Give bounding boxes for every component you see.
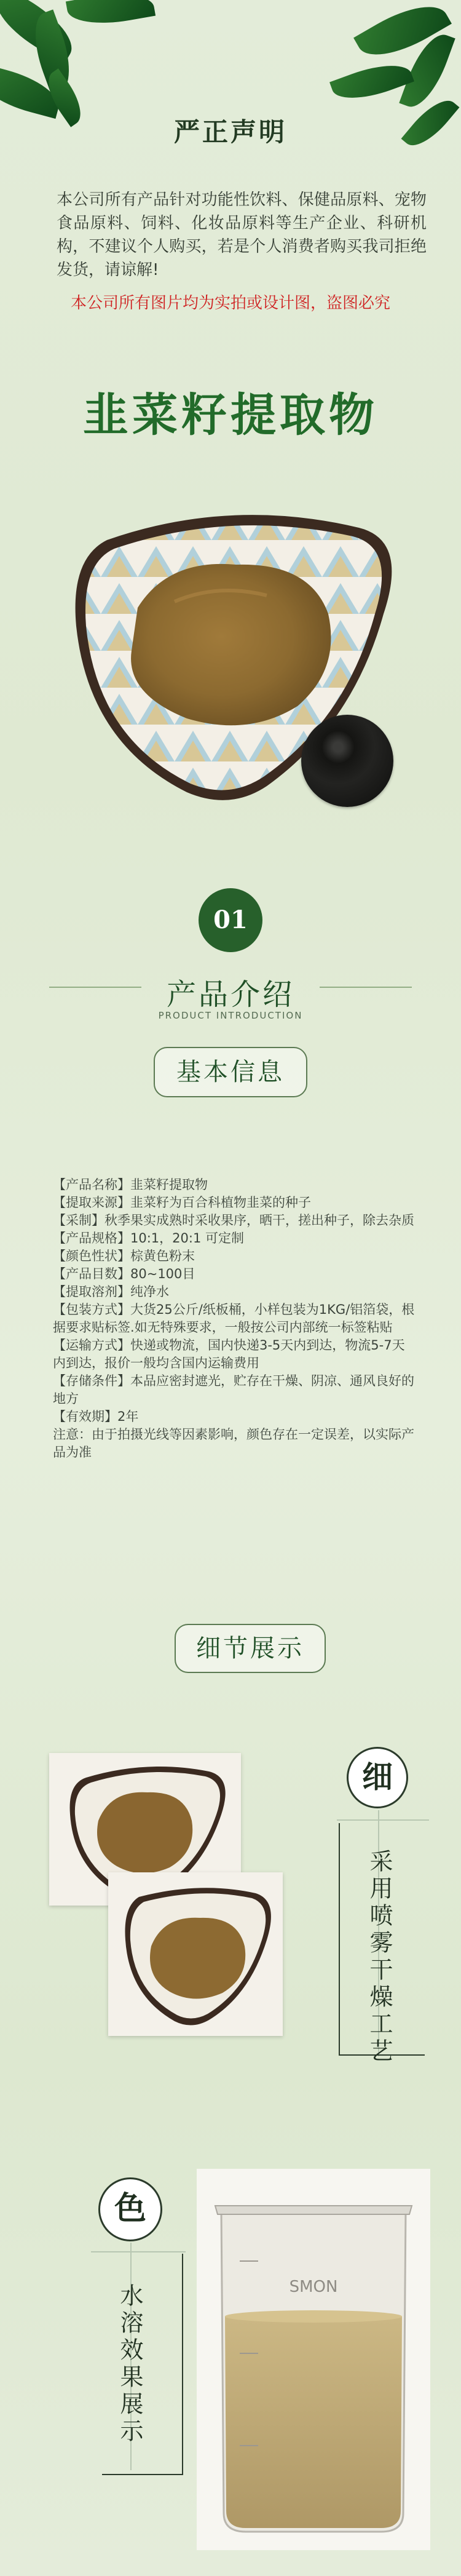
detail-caption-solubility: 水溶效果展示 — [116, 2283, 143, 2446]
info-row: 【提取溶剂】纯净水 — [53, 1284, 169, 1299]
info-row: 【产品规格】10:1，20:1 可定制 — [53, 1231, 244, 1246]
section-title: 产品介绍 — [166, 977, 294, 1012]
detail-photo-2 — [108, 1872, 283, 2036]
info-row: 注意：由于拍摄光线等因素影响，颜色存在一定误差，以实际产品为准 — [53, 1427, 414, 1460]
declaration-copyright-note: 本公司所有图片均为实拍或设计图，盗图必究 — [70, 294, 390, 312]
product-title: 韭菜籽提取物 — [83, 389, 378, 442]
info-row: 【提取来源】韭菜籽为百合科植物韭菜的种子 — [53, 1195, 311, 1210]
decor-frame — [339, 1823, 340, 2056]
info-row: 【采制】秋季果实成熟时采收果序，晒干，搓出种子，除去杂质 — [53, 1213, 414, 1228]
decor-frame — [182, 2254, 183, 2475]
info-row: 【运输方式】快递或物流，国内快递3-5天内到达，物流5-7天内到达，报价一般均含国内运输费用 — [53, 1338, 405, 1370]
info-row: 【包装方式】大货25公斤/纸板桶，小样包装为1KG/铝箔袋，根据要求贴标签.如无特殊要求，一般按公司内部统一标签粘贴 — [53, 1302, 415, 1335]
beaker-marking: SMON — [289, 2278, 338, 2296]
section-subtitle: PRODUCT INTRODUCTION — [158, 1010, 303, 1021]
detail-char-badge: 细 — [347, 1747, 408, 1808]
product-info-list — [53, 1176, 416, 1461]
leek-seeds-image — [301, 715, 393, 807]
info-row: 【颜色性状】棕黄色粉末 — [53, 1249, 195, 1263]
decor-line — [91, 2251, 186, 2252]
detail-showcase-label: 细节展示 — [175, 1624, 326, 1673]
decor-line — [337, 1819, 429, 1821]
info-row: 【产品名称】韭菜籽提取物 — [53, 1177, 208, 1192]
decor-frame — [102, 2474, 183, 2475]
detail-char-badge: 色 — [98, 2177, 162, 2241]
basic-info-label: 基本信息 — [154, 1047, 307, 1097]
declaration-title: 严正声明 — [173, 117, 287, 147]
water-solubility-beaker-image — [197, 2169, 430, 2550]
section-number: 01 — [199, 888, 262, 952]
declaration-body: 本公司所有产品针对功能性饮料、保健品原料、宠物食品原料、饲料、化妆品原料等生产企业、科研机构，不建议个人购买，若是个人消费者购买我司拒绝发货，请谅解! — [57, 191, 427, 279]
info-row: 【有效期】2年 — [53, 1409, 139, 1424]
detail-caption-spray-dry: 采用喷雾干燥工艺 — [366, 1849, 393, 2065]
info-row: 【产品目数】80~100目 — [53, 1266, 195, 1281]
info-row: 【存储条件】本品应密封遮光，贮存在干燥、阴凉、通风良好的地方 — [53, 1373, 414, 1406]
